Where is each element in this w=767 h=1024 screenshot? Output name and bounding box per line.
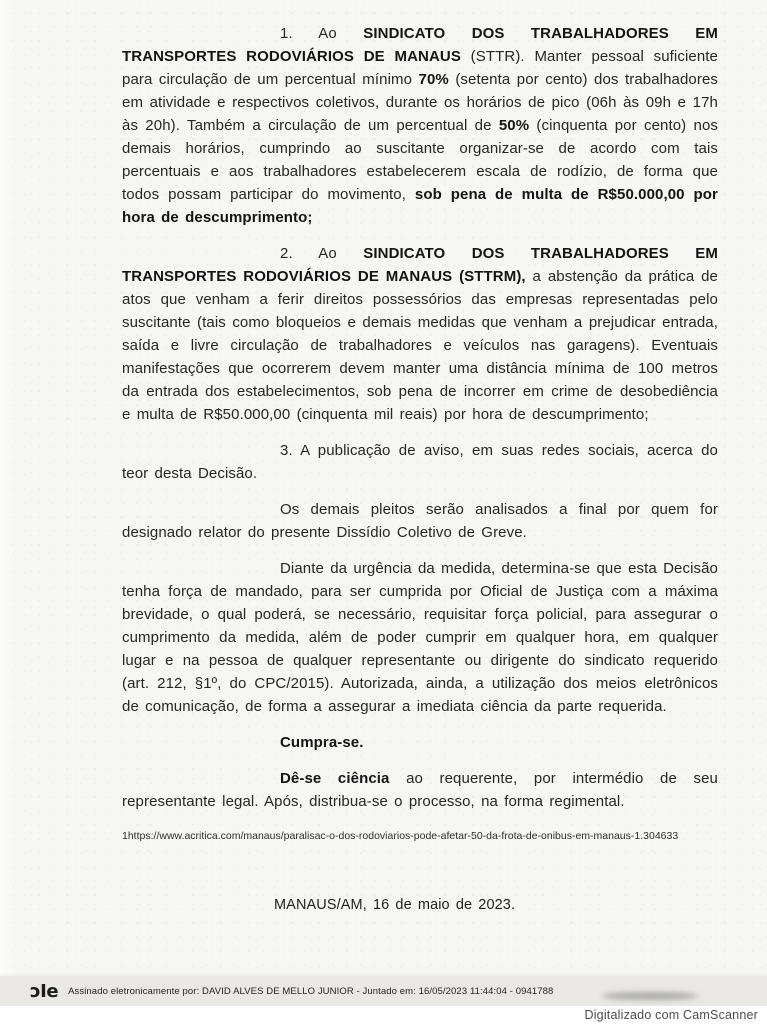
paragraph-urgencia-mandado: Diante da urgência da medida, determina-se que esta Decisão tenha força de mandado, para ser cumprida por Oficial de Justiça com a máxima brevidade, o qual poderá, se necessário, requisitar força policial, para assegurar o cumprimento da medida, além de poder cumprir em qualquer hora, em qualquer lugar e na pessoa de qualquer representante ou dirigente do sindicato requerido (art. 212, §1º, do CPC/2015). Autorizada, ainda, a utilização dos meios eletrônicos de comunicação, de forma a assegurar a imediata ciência da parte requerida. bbox=[122, 560, 718, 715]
paragraph-order-3: 3. A publicação de aviso, em suas redes sociais, acerca do teor desta Decisão. bbox=[122, 442, 718, 482]
camscanner-credit: Digitalizado com CamScanner bbox=[584, 1008, 758, 1022]
scanner-credit-row bbox=[0, 1006, 767, 1024]
scan-edge-highlight bbox=[0, 0, 16, 1006]
footnote-url: 1https://www.acritica.com/manaus/paralisac-o-dos-rodoviarios-pode-afetar-50-da-frota-de-onibus-em-manaus-1.304633 bbox=[122, 830, 679, 842]
paragraph-demais-pleitos: Os demais pleitos serão analisados a final por quem for designado relator do presente Dissídio Coletivo de Greve. bbox=[122, 501, 718, 541]
paragraph-de-se-ciencia: Dê-se ciência ao requerente, por intermédio de seu representante legal. Após, distribua-se o processo, na forma regimental. bbox=[122, 770, 718, 810]
scan-smudge-artifact bbox=[602, 992, 698, 1000]
paragraph-order-2: 2. Ao SINDICATO DOS TRABALHADORES EM TRANSPORTES RODOVIÁRIOS DE MANAUS (STTRM), a abstenção da prática de atos que venham a ferir direitos possessórios das empresas representadas pelo suscitante (tais como bloqueios e demais medidas que venham a prejudicar entrada, saída e livre circulação de trabalhadores e veículos nas garagens). Eventuais manifestações que ocorrerem devem manter uma distância mínima de 100 metros da entrada dos estabelecimentos, sob pena de incorrer em crime de desobediência e multa de R$50.000,00 (cinquenta mil reais) por hora de descumprimento; bbox=[122, 245, 718, 423]
date-line: MANAUS/AM, 16 de maio de 2023. bbox=[274, 897, 516, 913]
document-body-text bbox=[122, 22, 718, 917]
paragraph-cumpra-se: Cumpra-se. bbox=[280, 734, 364, 751]
pje-logo: ɔIe bbox=[30, 980, 59, 1002]
electronic-signature-band bbox=[0, 976, 767, 1006]
paragraph-order-1: 1. Ao SINDICATO DOS TRABALHADORES EM TRANSPORTES RODOVIÁRIOS DE MANAUS (STTR). Manter pessoal suficiente para circulação de um percentual mínimo 70% (setenta por cento) dos trabalhadores em atividade e respectivos coletivos, durante os horários de pico (06h às 09h e 17h às 20h). Também a circulação de um percentual de 50% (cinquenta por cento) nos demais horários, cumprindo ao suscitante organizar-se de acordo com tais percentuais e aos trabalhadores estabelecerem escala de rodízio, de forma que todos possam participar do movimento, sob pena de multa de R$50.000,00 por hora de descumprimento; bbox=[122, 25, 719, 226]
signature-text: Assinado eletronicamente por: DAVID ALVES DE MELLO JUNIOR - Juntado em: 16/05/2023 11:44:04 - 0941788 bbox=[68, 985, 554, 997]
